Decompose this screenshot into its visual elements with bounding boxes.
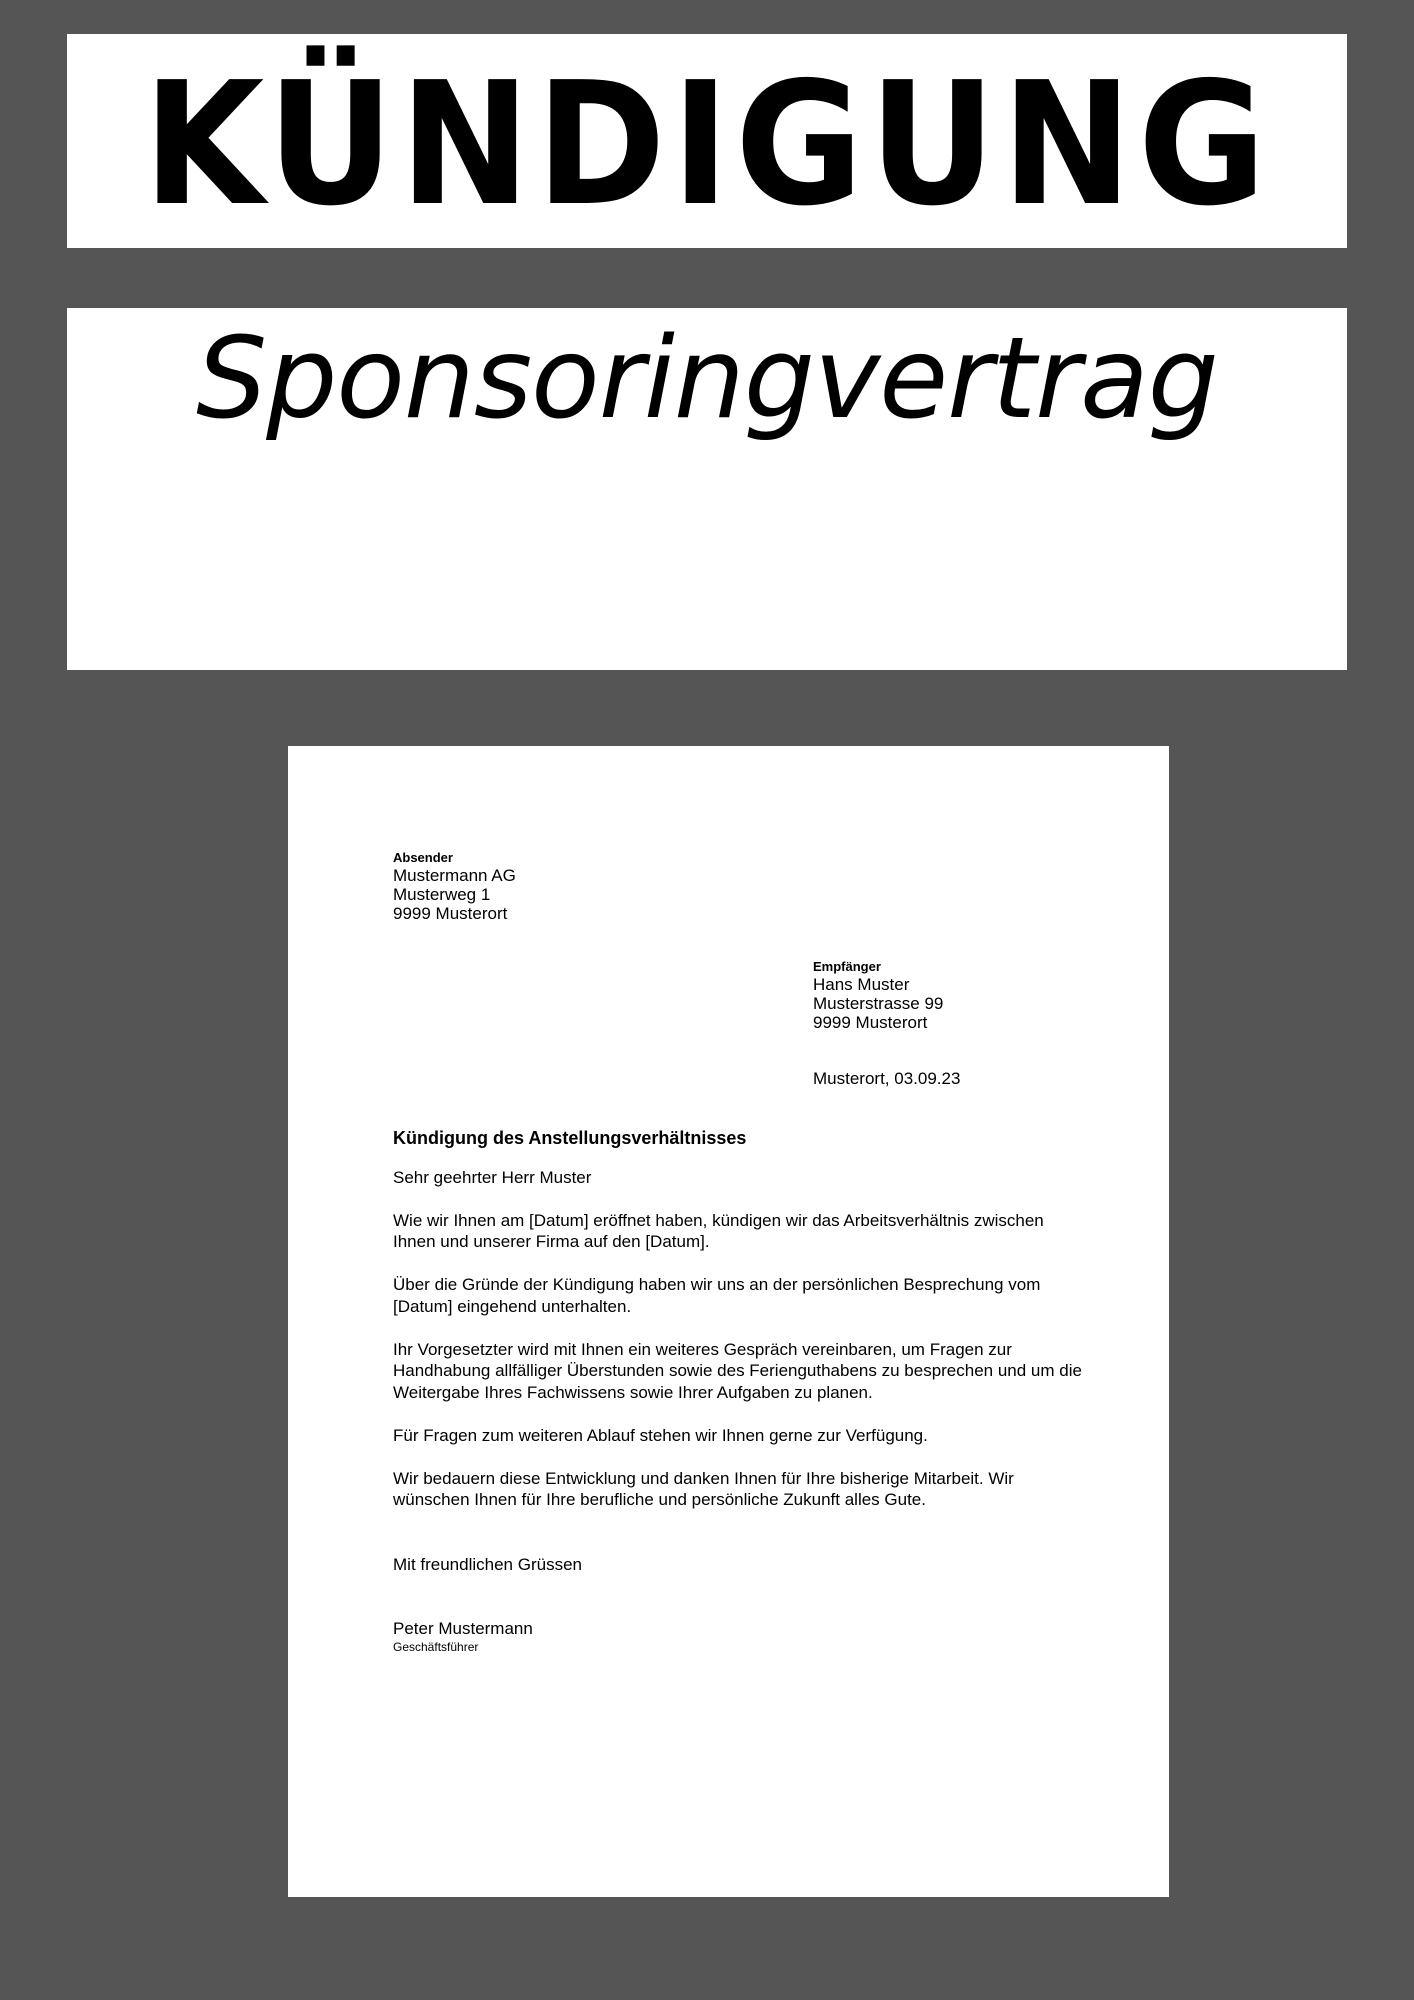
recipient-address-line: 9999 Musterort [813,1013,928,1032]
contract-type-heading: Sponsoringvertrag [196,314,1218,444]
closing-phrase: Mit freundlichen Grüssen [393,1554,582,1574]
body-paragraph: Wie wir Ihnen am [Datum] eröffnet haben, kündigen wir das Arbeitsverhältnis zwischen Ihnen und unserer Firma auf den [Datum]. [393,1210,1044,1251]
recipient-address-block [813,959,943,1032]
salutation: Sehr geehrter Herr Muster [393,1167,592,1187]
letter-preview-page [288,746,1169,1897]
recipient-address-line: Musterstrasse 99 [813,994,944,1013]
body-paragraph: Wir bedauern diese Entwicklung und danken Ihnen für Ihre bisherige Mitarbeit. Wir wünschen Ihnen für Ihre berufliche und persönliche Zukunft alles Gute. [393,1468,1014,1509]
letter-body [393,1128,1083,1654]
subtitle-banner [67,308,1347,670]
recipient-label: Empfänger [813,959,881,974]
sender-address-block [393,850,516,923]
body-paragraph: Über die Gründe der Kündigung haben wir uns an der persönlichen Besprechung vom [Datum] eingehend unterhalten. [393,1275,1041,1316]
sender-address-line: Mustermann AG [393,866,516,885]
place-date-line: Musterort, 03.09.23 [813,1069,961,1088]
sender-address-line: Musterweg 1 [393,885,491,904]
document-type-heading: KÜNDIGUNG [142,46,1272,244]
sender-address-line: 9999 Musterort [393,904,508,923]
sender-label: Absender [393,850,453,865]
body-paragraph: Ihr Vorgesetzter wird mit Ihnen ein weiteres Gespräch vereinbaren, um Fragen zur Handhabung allfälliger Überstunden sowie des Ferienguthabens zu besprechen und um die Weitergabe Ihres Fachwissens sowie Ihrer Aufgaben zu planen. [393,1339,1082,1402]
letter-subject: Kündigung des Anstellungsverhältnisses [393,1128,747,1148]
title-banner [67,34,1347,248]
recipient-address-line: Hans Muster [813,975,910,994]
body-paragraph: Für Fragen zum weiteren Ablauf stehen wir Ihnen gerne zur Verfügung. [393,1425,928,1445]
signer-role: Geschäftsführer [393,1639,479,1654]
signer-name: Peter Mustermann [393,1619,533,1638]
